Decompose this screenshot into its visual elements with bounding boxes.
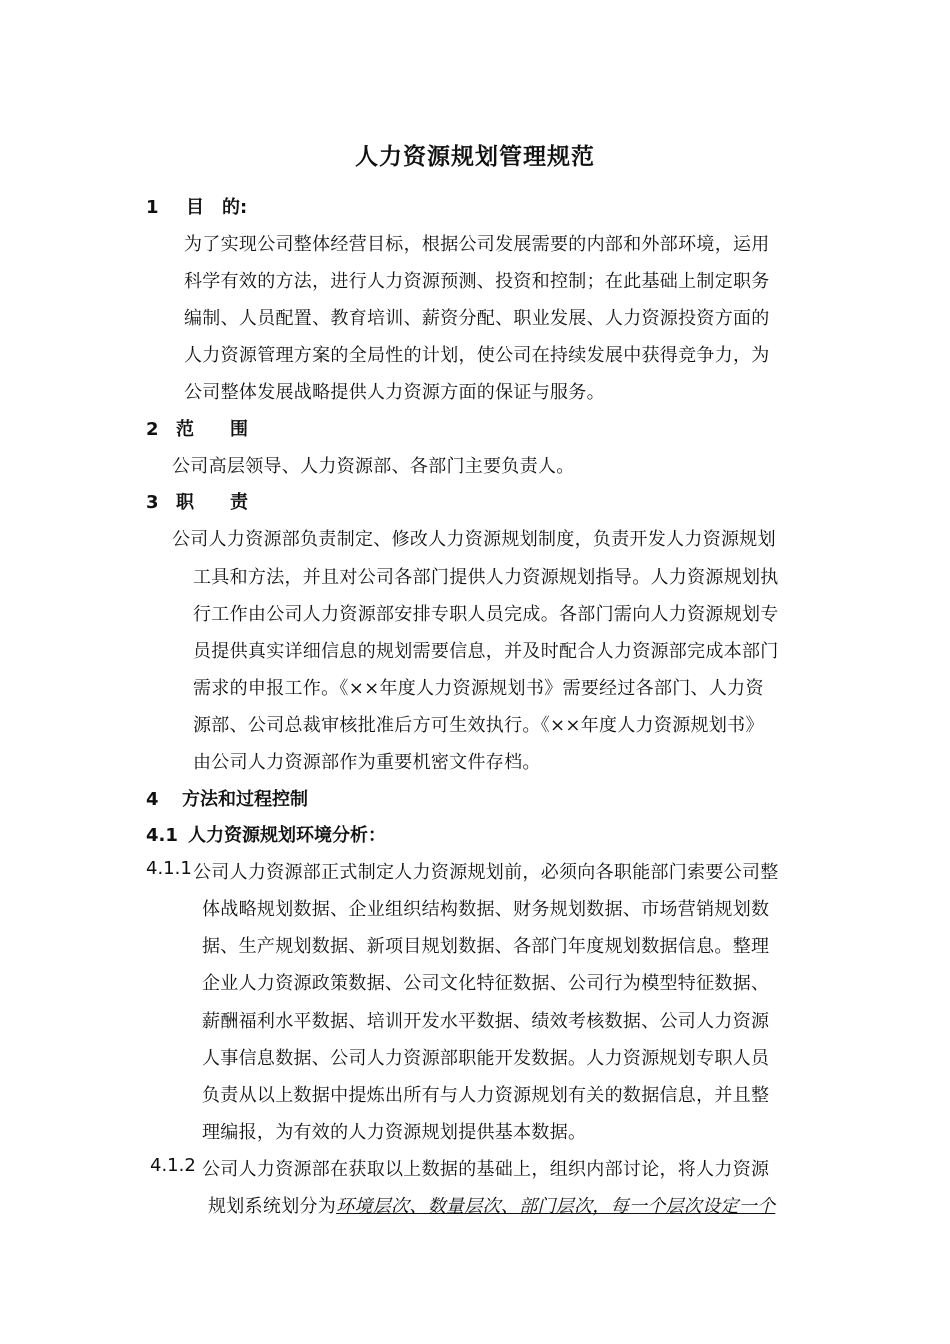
paragraph-text: 规划系统划分为 xyxy=(208,1196,337,1217)
paragraph-line: 公司人力资源部正式制定人力资源规划前，必须向各职能部门索要公司整 xyxy=(193,862,779,883)
section-4-1-1-number: 4.1.1 xyxy=(146,858,192,879)
paragraph-line: 工具和方法，并且对公司各部门提供人力资源规划指导。人力资源规划执 xyxy=(193,567,779,588)
section-title: 范 围 xyxy=(176,419,248,440)
section-number: 1 xyxy=(146,197,159,218)
paragraph-line: 编制、人员配置、教育培训、薪资分配、职业发展、人力资源投资方面的 xyxy=(184,308,770,329)
section-number: 3 xyxy=(146,492,159,513)
paragraph-line xyxy=(208,1192,775,1218)
paragraph-line: 行工作由公司人力资源部安排专职人员完成。各部门需向人力资源规划专 xyxy=(193,604,779,625)
paragraph-line: 需求的申报工作。《××年度人力资源规划书》需要经过各部门、人力资 xyxy=(193,678,764,699)
section-title: 人力资源规划环境分析： xyxy=(188,825,386,846)
section-number: 2 xyxy=(146,419,159,440)
paragraph-line: 为了实现公司整体经营目标，根据公司发展需要的内部和外部环境，运用 xyxy=(184,234,770,255)
section-4-heading xyxy=(146,785,308,811)
section-title: 职 责 xyxy=(176,492,248,513)
paragraph-line: 公司整体发展战略提供人力资源方面的保证与服务。 xyxy=(184,382,605,403)
paragraph-line: 人事信息数据、公司人力资源部职能开发数据。人力资源规划专职人员 xyxy=(202,1048,770,1069)
section-1-heading xyxy=(146,193,247,219)
paragraph-line: 公司人力资源部负责制定、修改人力资源规划制度，负责开发人力资源规划 xyxy=(172,529,776,550)
paragraph-line: 公司高层领导、人力资源部、各部门主要负责人。 xyxy=(172,456,575,477)
paragraph-line: 负责从以上数据中提炼出所有与人力资源规划有关的数据信息，并且整 xyxy=(202,1085,770,1106)
section-title: 目 的: xyxy=(186,197,248,218)
paragraph-line: 理编报，为有效的人力资源规划提供基本数据。 xyxy=(202,1122,587,1143)
section-3-heading xyxy=(146,488,248,514)
paragraph-line: 企业人力资源政策数据、公司文化特征数据、公司行为模型特征数据、 xyxy=(202,973,770,994)
paragraph-line: 体战略规划数据、企业组织结构数据、财务规划数据、市场营销规划数 xyxy=(202,899,770,920)
paragraph-line: 人力资源管理方案的全局性的计划，使公司在持续发展中获得竞争力，为 xyxy=(184,345,770,366)
paragraph-line: 由公司人力资源部作为重要机密文件存档。 xyxy=(193,752,541,773)
paragraph-line: 源部、公司总裁审核批准后方可生效执行。《××年度人力资源规划书》 xyxy=(193,715,764,736)
paragraph-line: 据、生产规划数据、新项目规划数据、各部门年度规划数据信息。整理 xyxy=(202,936,770,957)
paragraph-line: 员提供真实详细信息的规划需要信息，并及时配合人力资源部完成本部门 xyxy=(193,641,779,662)
paragraph-line: 科学有效的方法，进行人力资源预测、投资和控制；在此基础上制定职务 xyxy=(184,271,770,292)
emphasized-text: 环境层次、数量层次、部门层次，每一个层次设定一个 xyxy=(336,1196,776,1217)
section-title: 方法和过程控制 xyxy=(182,789,308,810)
section-4-1-heading xyxy=(146,821,386,847)
section-number: 4 xyxy=(146,789,159,810)
section-number: 4.1 xyxy=(146,825,178,846)
paragraph-line: 公司人力资源部在获取以上数据的基础上，组织内部讨论，将人力资源 xyxy=(202,1159,770,1180)
section-4-1-2-number: 4.1.2 xyxy=(150,1155,196,1176)
section-2-heading xyxy=(146,415,248,441)
document-title: 人力资源规划管理规范 xyxy=(355,144,595,170)
paragraph-line: 薪酬福利水平数据、培训开发水平数据、绩效考核数据、公司人力资源 xyxy=(202,1011,770,1032)
